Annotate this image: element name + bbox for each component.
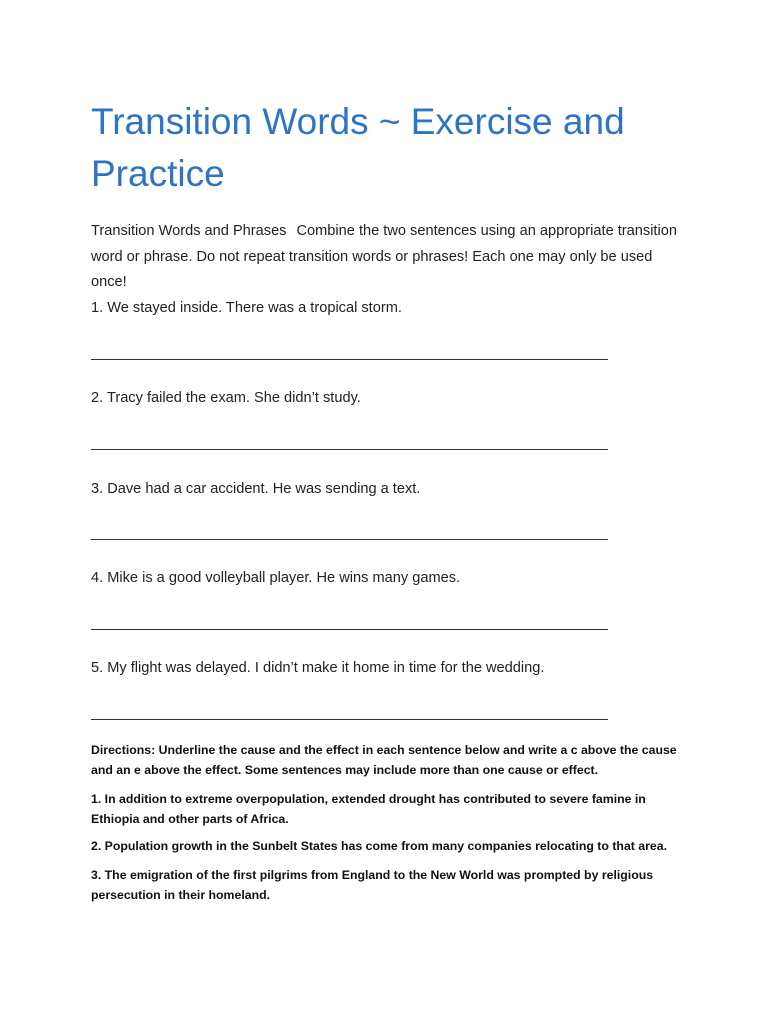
- question-4: 4. Mike is a good volleyball player. He wins many games.: [91, 570, 461, 586]
- intro-paragraph: [91, 219, 691, 296]
- answer-line-1[interactable]: [91, 359, 608, 360]
- answer-line-2[interactable]: [91, 449, 608, 450]
- cause-effect-item-1: 1. In addition to extreme overpopulation, extended drought has contributed to severe famine in Ethiopia and other parts of Africa.: [91, 792, 646, 826]
- cause-effect-item-3: 3. The emigration of the first pilgrims from England to the New World was prompted by religious persecution in their homeland.: [91, 868, 654, 902]
- question-3: 3. Dave had a car accident. He was sending a text.: [91, 481, 421, 497]
- answer-line-5[interactable]: [91, 719, 608, 720]
- question-5: 5. My flight was delayed. I didn’t make it home in time for the wedding.: [91, 660, 545, 676]
- answer-line-3[interactable]: [91, 539, 608, 540]
- question-2: 2. Tracy failed the exam. She didn’t study.: [91, 390, 361, 406]
- page-title: Transition Words ~ Exercise and Practice: [91, 101, 625, 194]
- cause-effect-item-2: 2. Population growth in the Sunbelt States has come from many companies relocating to that area.: [91, 839, 668, 853]
- intro-heading: Transition Words and Phrases: [91, 223, 287, 239]
- question-1: 1. We stayed inside. There was a tropical storm.: [91, 300, 402, 316]
- intro-text: Combine the two sentences using an appropriate transition word or phrase. Do not repeat transition words or phrases! Each one may only be used once!: [91, 223, 677, 291]
- answer-line-4[interactable]: [91, 629, 608, 630]
- directions-text: Directions: Underline the cause and the effect in each sentence below and write a c above the cause and an e above the effect. Some sentences may include more than one cause or effect.: [91, 743, 677, 777]
